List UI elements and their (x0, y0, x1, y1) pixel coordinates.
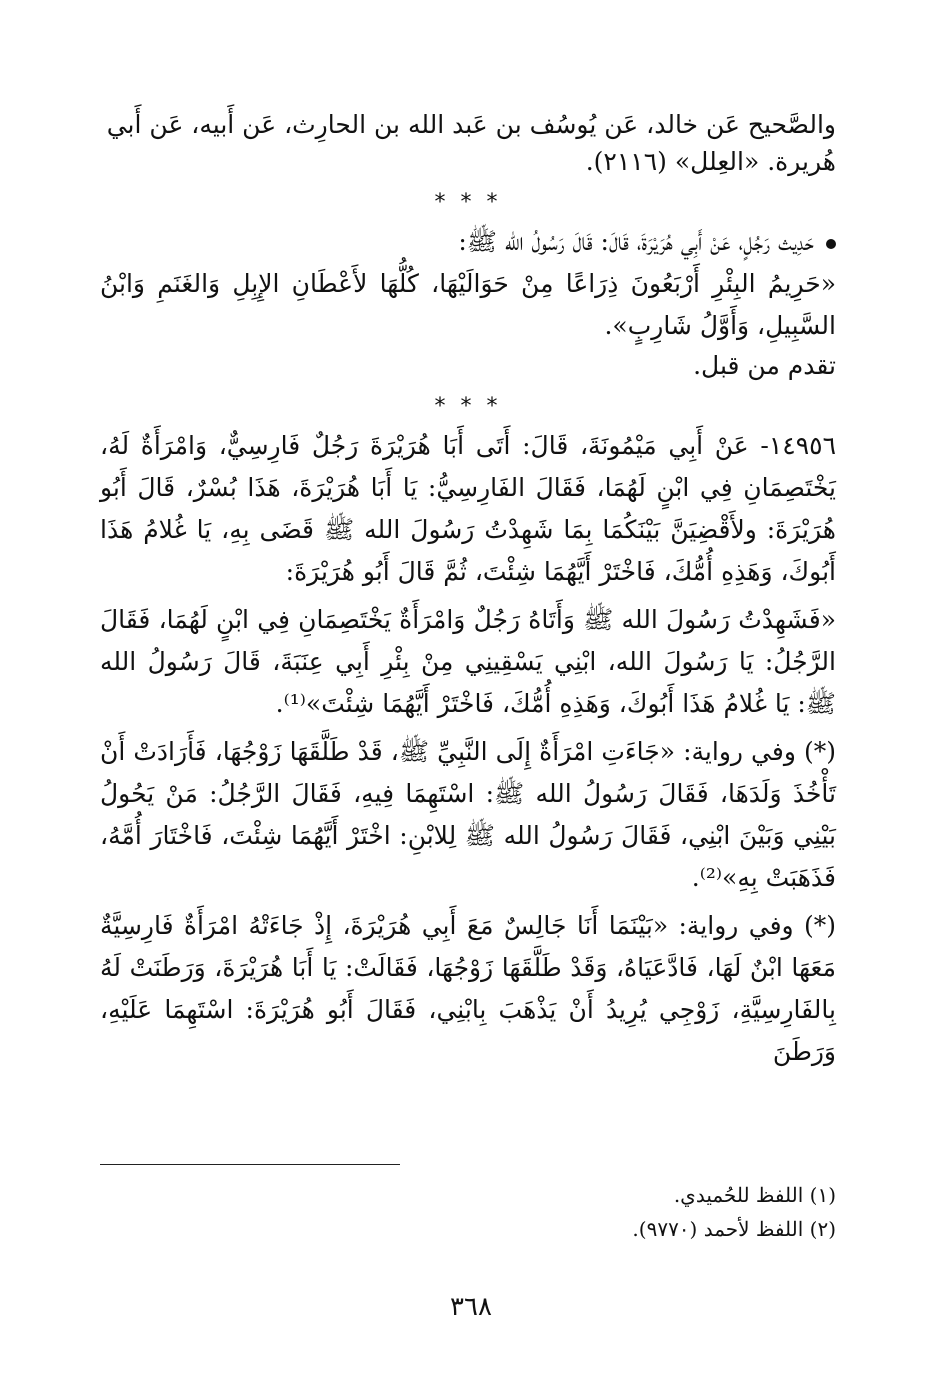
paragraph: (*) وفي رواية: «جَاءَتِ امْرَأَةٌ إِلَى النَّبِيِّ ﷺ، قَدْ طَلَّقَهَا زَوْجُهَا، فَأَرَادَتْ أَنْ تَأْخُذَ وَلَدَهَا، فَقَالَ رَسُولُ الله ﷺ: اسْتَهِمَا فِيهِ، فَقَالَ الرَّجُلُ: مَنْ يَحُولُ بَيْنِي وَبَيْنَ ابْنِي، فَقَالَ رَسُولُ الله ﷺ لِلابْنِ: اخْتَرْ أَيَّهُمَا شِئْتَ، فَاخْتَارَ أُمَّهُ، فَذَهَبَتْ بِهِ»⁽²⁾. (100, 737, 836, 892)
paragraph: «فَشَهِدْتُ رَسُولَ الله ﷺ وَأَتَاهُ رَجُلٌ وَامْرَأَةٌ يَخْتَصِمَانِ فِي ابْنٍ لَهُمَا، فَقَالَ الرَّجُلُ: يَا رَسُولَ الله، ابْنِي يَسْقِينِي مِنْ بِئْرِ أَبِي عِنَبَةَ، قَالَ رَسُولُ الله ﷺ: يَا غُلامُ هَذَا أَبُوكَ، وَهَذِهِ أُمُّكَ، فَاخْتَرْ أَيَّهُمَا شِئْتَ»⁽¹⁾. (100, 605, 836, 718)
hadith-intro (100, 221, 836, 263)
paragraph: (*) وفي رواية: «بَيْنَمَا أَنَا جَالِسٌ مَعَ أَبِي هُرَيْرَةَ، إِذْ جَاءَتْهُ امْرَأَةٌ فَارِسِيَّةٌ مَعَهَا ابْنٌ لَهَا، فَادَّعَيَاهُ، وَقَدْ طَلَّقَهَا زَوْجُهَا، فَقَالَتْ: يَا أَبَا هُرَيْرَةَ، وَرَطَنَتْ لَهُ بِالفَارِسِيَّةِ، زَوْجِي يُرِيدُ أَنْ يَذْهَبَ بِابْنِي، فَقَالَ أَبُو هُرَيْرَةَ: اسْتَهِمَا عَلَيْهِ، وَرَطَنَ (100, 911, 836, 1066)
paragraph: ١٤٩٥٦- عَنْ أَبِي مَيْمُونَةَ، قَالَ: أَتَى أَبَا هُرَيْرَةَ رَجُلٌ فَارِسِيٌّ، وَامْرَأَةٌ لَهُ، يَخْتَصِمَانِ فِي ابْنٍ لَهُمَا، فَقَالَ الفَارِسِيُّ: يَا أَبَا هُرَيْرَةَ، هَذَا بُسْرٌ، قَالَ أَبُو هُرَيْرَةَ: ولأَقْضِيَنَّ بَيْنَكُمَا بِمَا شَهِدْتُ رَسُولَ الله ﷺ قَضَى بِهِ، يَا غُلامُ هَذَا أَبُوكَ، وَهَذِهِ أُمُّكَ، فَاخْتَرْ أَيَّهُمَا شِئْتَ، ثُمَّ قَالَ أَبُو هُرَيْرَةَ: (100, 431, 836, 586)
text-line: والصَّحيح عَن خالد، عَن يُوسُف بن عَبد الله بن الحارِث، عَن أَبيه، عَن أَبي (106, 110, 836, 139)
separator-stars: * * * (434, 394, 502, 419)
page-number: ٣٦٨ (450, 1292, 492, 1322)
note-text: تقدم من قبل. (693, 351, 836, 380)
footnote-divider (100, 1164, 400, 1165)
page-body (100, 106, 836, 1073)
separator-stars: * * * (434, 190, 502, 215)
hadith-text: «حَرِيمُ البِئْرِ أَرْبَعُونَ ذِرَاعًا مِنْ حَوَالَيْهَا، كُلُّهَا لأَعْطَانِ الإِبِلِ وَالغَنَمِ وَابْنُ السَّبِيلِ، وَأَوَّلُ شَارِبٍ». (100, 269, 836, 340)
hadith-intro-text: حَدِيث رَجُلٍ، عَنْ أَبِي هُرَيْرَةَ، قَالَ: قَالَ رَسُولُ الله ﷺ: (458, 227, 814, 256)
footnote: (٢) اللفظ لأحمد (٩٧٧٠). (632, 1217, 836, 1241)
bullet-icon (826, 239, 836, 249)
footnotes (100, 1178, 836, 1246)
text-line: هُريرة. «العِلل» (٢١١٦). (585, 147, 836, 176)
footnote: (١) اللفظ للحُميدي. (673, 1183, 836, 1207)
